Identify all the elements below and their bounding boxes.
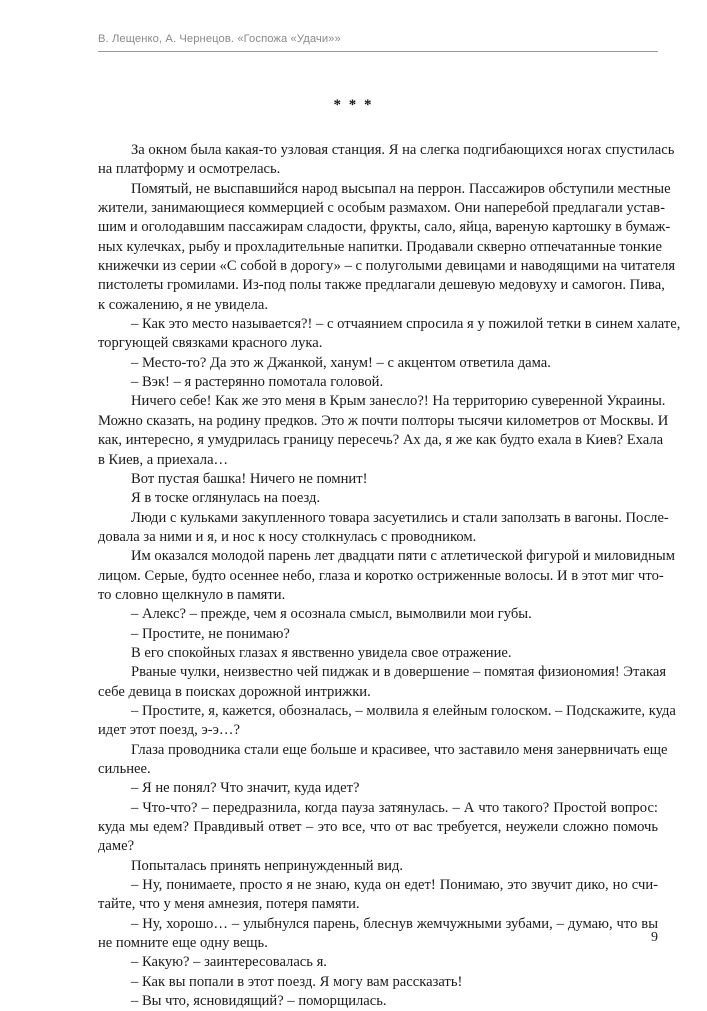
paragraph <box>98 625 658 644</box>
text-line: – Я не понял? Что значит, куда идет? <box>131 780 360 797</box>
text-line: торгующей связками красного лука. <box>98 335 323 352</box>
text-line: – Что-что? – передразнила, когда пауза затянулась. – А что такого? Простой вопрос: <box>131 799 658 816</box>
paragraph <box>98 663 667 702</box>
text-line: себе девица в поисках дорожной интрижки. <box>98 683 371 700</box>
text-line: Ничего себе! Как же это меня в Крым занесло?! На территорию суверенной Украины. <box>131 393 666 410</box>
page-number: 9 <box>651 930 658 945</box>
text-line: даме? <box>98 838 135 855</box>
text-line: идет этот поезд, э-э…? <box>98 722 240 739</box>
text-line: тайте, что у меня амнезия, потеря памяти. <box>98 896 360 913</box>
text-line: – Ну, понимаете, просто я не знаю, куда он едет! Понимаю, это звучит дико, но счи- <box>131 877 658 894</box>
text-line: сильнее. <box>98 761 151 777</box>
text-line: жители, занимающиеся коммерцией с особым размахом. Они наперебой предлагали устав- <box>98 200 665 217</box>
text-line: – Как вы попали в этот поезд. Я могу вам рассказать! <box>131 973 463 990</box>
text-line: ных кулечках, рыбу и прохладительные напитки. Продавали скверно отпечатанные тонкие <box>98 238 662 255</box>
paragraph <box>98 876 658 915</box>
text-line: книжечки из серии «С собой в дорогу» – с полуголыми девицами и наводящими на читателя <box>98 258 676 275</box>
text-line: Рваные чулки, неизвестно чей пиджак и в довершение – помятая физиономия! Этакая <box>131 664 667 681</box>
paragraph <box>98 392 669 469</box>
paragraph <box>98 354 658 373</box>
paragraph <box>98 509 669 548</box>
paragraph <box>98 489 658 508</box>
header-rule <box>98 51 658 52</box>
paragraph <box>98 180 676 315</box>
text-line: – Место-то? Да это ж Джанкой, ханум! – с акцентом ответила дама. <box>131 354 551 371</box>
paragraph <box>98 741 668 780</box>
text-line: Помятый, не выспавшийся народ высыпал на перрон. Пассажиров обступили местные <box>131 180 671 197</box>
body-text <box>98 141 681 1011</box>
text-line: не помните еще одну вещь. <box>98 935 268 952</box>
text-line: Люди с кульками закупленного товара засуетились и стали заползать в вагоны. После- <box>131 509 669 526</box>
text-line: – Алекс? – прежде, чем я осознала смысл, вымолвили мои губы. <box>131 606 532 623</box>
paragraph <box>98 857 658 876</box>
text-line: – Как это место называется?! – с отчаянием спросила я у пожилой тетки в синем халате, <box>131 316 681 333</box>
text-line: Вот пустая башка! Ничего не помнит! <box>131 470 368 487</box>
text-line: довала за ними и я, и нос к носу столкнулась с проводником. <box>98 528 477 545</box>
text-line: к сожалению, я не увидела. <box>98 296 269 313</box>
paragraph <box>98 547 675 605</box>
text-line: – Простите, я, кажется, обозналась, – молвила я елейным голоском. – Подскажите, куда <box>131 702 676 719</box>
paragraph <box>98 141 675 180</box>
text-line: Им оказался молодой парень лет двадцати пяти с атлетической фигурой и миловидным <box>131 548 675 565</box>
text-line: Попыталась принять непринужденный вид. <box>131 857 404 874</box>
paragraph <box>98 470 658 489</box>
text-line: Глаза проводника стали еще больше и красивее, что заставило меня занервничать еще <box>131 741 668 758</box>
running-header: В. Лещенко, А. Чернецов. «Госпожа «Удачи»» <box>98 33 341 45</box>
text-line: куда мы едем? Правдивый ответ – это все, что от вас требуется, неужели сложно помочь <box>98 819 658 836</box>
text-line: Я в тоске оглянулась на поезд. <box>131 490 321 507</box>
text-line: – Вы что, ясновидящий? – поморщилась. <box>131 993 387 1010</box>
text-line: как, интересно, я умудрилась границу пересечь? Ах да, я же как будто ехала в Киев? Ехала <box>98 432 664 449</box>
section-break-mark: * * * <box>333 97 374 113</box>
paragraph <box>98 779 658 798</box>
paragraph <box>98 644 658 663</box>
text-line: – Ну, хорошо… – улыбнулся парень, блеснув жемчужными зубами, – думаю, что вы <box>131 915 658 932</box>
paragraph <box>98 953 658 972</box>
text-line: то словно щелкнуло в памяти. <box>98 586 286 603</box>
paragraph <box>98 702 676 741</box>
text-line: Можно сказать, на родину предков. Это ж почти полторы тысячи километров от Москвы. И <box>98 412 669 429</box>
paragraph <box>98 992 658 1011</box>
text-line: в Киев, а приехала… <box>98 451 229 468</box>
text-line: – Простите, не понимаю? <box>131 625 290 642</box>
paragraph <box>98 799 658 857</box>
text-line: В его спокойных глазах я явственно увидела свое отражение. <box>131 644 512 661</box>
text-line: За окном была какая-то узловая станция. Я на слегка подгибающихся ногах спустилась <box>131 142 675 158</box>
paragraph <box>98 605 658 624</box>
text-line: на платформу и осмотрелась. <box>98 161 281 178</box>
text-line: – Какую? – заинтересовалась я. <box>131 954 327 971</box>
paragraph <box>98 315 681 354</box>
text-line: пистолеты громилами. Из-под полы также предлагали дешевую медовуху и самогон. Пива, <box>98 277 665 294</box>
paragraph <box>98 915 658 954</box>
paragraph <box>98 973 658 992</box>
paragraph <box>98 373 658 392</box>
text-line: лицом. Серые, будто осеннее небо, глаза и коротко остриженные волосы. И в этот миг что- <box>98 567 664 584</box>
text-line: шим и оголодавшим пассажирам сладости, фрукты, сало, яйца, вареную картошку в бумаж- <box>98 219 671 236</box>
text-line: – Вэк! – я растерянно помотала головой. <box>131 374 384 391</box>
